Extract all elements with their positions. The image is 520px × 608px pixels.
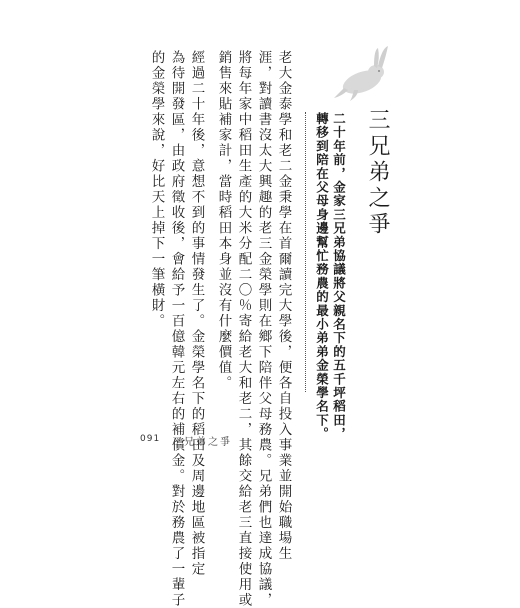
running-head: 三兄弟之爭 bbox=[172, 437, 232, 448]
chapter-intro-line: 轉移到陪在父母身邊幫忙務農的最小弟弟金榮學名下。 bbox=[314, 112, 330, 441]
body-text-line: 老大金泰學和老二金秉學在首爾讀完大學後，便各自投入事業並開始職場生 bbox=[275, 50, 292, 562]
body-text-line: 經過二十年後，意想不到的事情發生了。金榮學名下的稻田及周邊地區被指定 bbox=[188, 50, 205, 577]
chapter-intro-line: 二十年前，金家三兄弟協議將父親名下的五千坪稻田， bbox=[331, 112, 347, 441]
body-text-line: 將每年家中稻田生產的大米分配二〇％寄給老大和老二，其餘交給老三直接使用或 bbox=[235, 50, 252, 608]
dotted-divider bbox=[305, 112, 306, 392]
rabbit-illustration-icon bbox=[330, 44, 394, 102]
body-text-line: 的金榮學來說，好比天上掉下一筆橫財。 bbox=[148, 50, 165, 329]
chapter-title: 三兄弟之爭 bbox=[365, 108, 390, 238]
body-text-line: 為待開發區，由政府徵收後，會給予一百億韓元左右的補償金。對於務農了一輩子 bbox=[168, 50, 185, 608]
body-text-line: 銷售來貼補家計，當時稻田本身並沒有什麼價值。 bbox=[215, 50, 232, 391]
body-text-line: 涯，對讀書沒太大興趣的老三金榮學則在鄉下陪伴父母務農。兄弟們也達成協議， bbox=[255, 50, 272, 608]
page-number: 091 bbox=[140, 434, 161, 444]
